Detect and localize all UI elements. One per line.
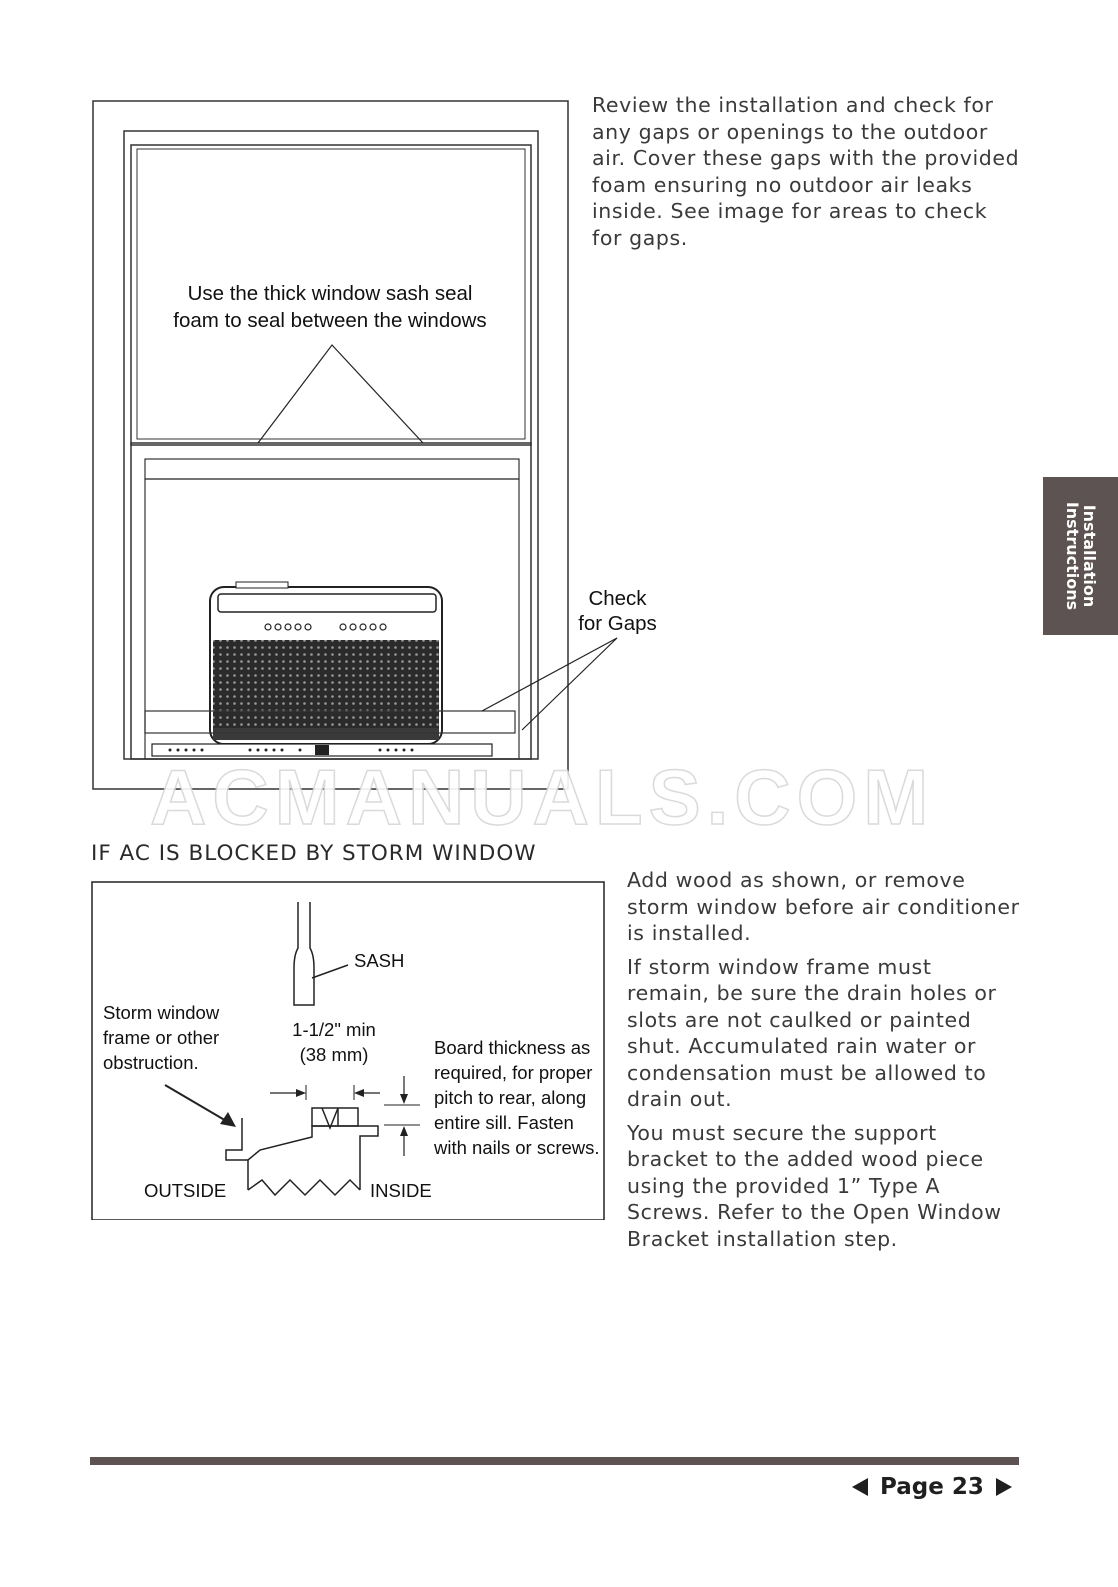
storm-frame-label xyxy=(103,1000,219,1075)
storm-line: Screws. Refer to the Open Window xyxy=(627,1200,1002,1224)
board-thickness-label xyxy=(434,1035,600,1160)
intro-line: inside. See image for areas to check xyxy=(592,199,988,223)
storm-line: drain out. xyxy=(627,1087,733,1111)
seal-label-line: Use the thick window sash seal xyxy=(187,282,473,305)
side-tab-label xyxy=(1064,502,1098,610)
board-thickness-line: pitch to rear, along xyxy=(434,1087,587,1108)
check-gaps-label-line: Check xyxy=(588,587,647,610)
storm-line: If storm window frame must xyxy=(627,954,932,979)
gaps-pointer xyxy=(482,638,617,711)
next-page-icon[interactable] xyxy=(996,1478,1012,1496)
ac-grille xyxy=(213,640,439,730)
storm-frame-label-line: frame or other xyxy=(103,1027,220,1048)
storm-frame-label-line: obstruction. xyxy=(103,1052,199,1073)
seal-label xyxy=(150,280,510,334)
storm-frame-label-line: Storm window xyxy=(103,1002,220,1023)
min-dimension-line: (38 mm) xyxy=(299,1044,369,1065)
storm-line: Bracket installation step. xyxy=(627,1226,898,1251)
storm-paragraph xyxy=(627,1120,1037,1253)
check-gaps-label-line: for Gaps xyxy=(578,612,657,635)
outside-label: OUTSIDE xyxy=(144,1180,227,1201)
air-conditioner-unit xyxy=(210,582,442,744)
watermark: ACMANUALS.COM xyxy=(150,753,935,841)
board-thickness-line: with nails or screws. xyxy=(434,1137,600,1158)
storm-line: remain, be sure the drain holes or xyxy=(627,981,997,1005)
intro-line: for gaps. xyxy=(592,225,688,250)
intro-line: foam ensuring no outdoor air leaks xyxy=(592,172,973,197)
side-tab-line: Instructions xyxy=(1062,501,1082,611)
previous-page-icon[interactable] xyxy=(852,1478,868,1496)
side-tab-line: Installation xyxy=(1079,504,1099,608)
storm-line: Add wood as shown, or remove xyxy=(627,868,966,892)
storm-paragraph xyxy=(627,867,1037,947)
board-thickness-line: required, for proper xyxy=(434,1062,593,1083)
sash-shape xyxy=(294,902,314,1005)
sash-label: SASH xyxy=(354,950,405,971)
section-heading: IF AC IS BLOCKED BY STORM WINDOW xyxy=(91,841,537,866)
storm-line: is installed. xyxy=(627,921,752,945)
intro-paragraph xyxy=(592,92,1032,251)
storm-line: condensation must be allowed to xyxy=(627,1060,987,1085)
min-dimension-label xyxy=(278,1017,390,1067)
page-navigation xyxy=(852,1472,1022,1502)
intro-line: any gaps or openings to the outdoor xyxy=(592,119,988,144)
storm-line: You must secure the support xyxy=(627,1120,937,1145)
storm-window-text xyxy=(627,867,1037,1259)
storm-line: bracket to the added wood piece xyxy=(627,1147,984,1171)
min-dimension-line: 1-1/2" min xyxy=(292,1019,376,1040)
intro-line: Review the installation and check for xyxy=(592,93,994,117)
footer-rule xyxy=(90,1457,1019,1465)
check-gaps-label xyxy=(570,586,665,636)
storm-line: shut. Accumulated rain water or xyxy=(627,1034,977,1058)
storm-line: storm window before air conditioner xyxy=(627,894,1020,919)
section-side-tab[interactable] xyxy=(1043,477,1118,635)
storm-line: using the provided 1” Type A xyxy=(627,1173,941,1198)
board-thickness-line: Board thickness as xyxy=(434,1037,591,1058)
storm-line: slots are not caulked or painted xyxy=(627,1007,972,1032)
intro-line: air. Cover these gaps with the provided xyxy=(592,146,1020,170)
sill-profile xyxy=(226,1108,378,1195)
storm-paragraph xyxy=(627,954,1037,1113)
page-number: Page 23 xyxy=(880,1474,984,1500)
seal-label-line: foam to seal between the windows xyxy=(173,309,487,332)
seal-pointer xyxy=(258,345,423,443)
board-thickness-line: entire sill. Fasten xyxy=(434,1112,574,1133)
inside-label: INSIDE xyxy=(370,1180,432,1201)
